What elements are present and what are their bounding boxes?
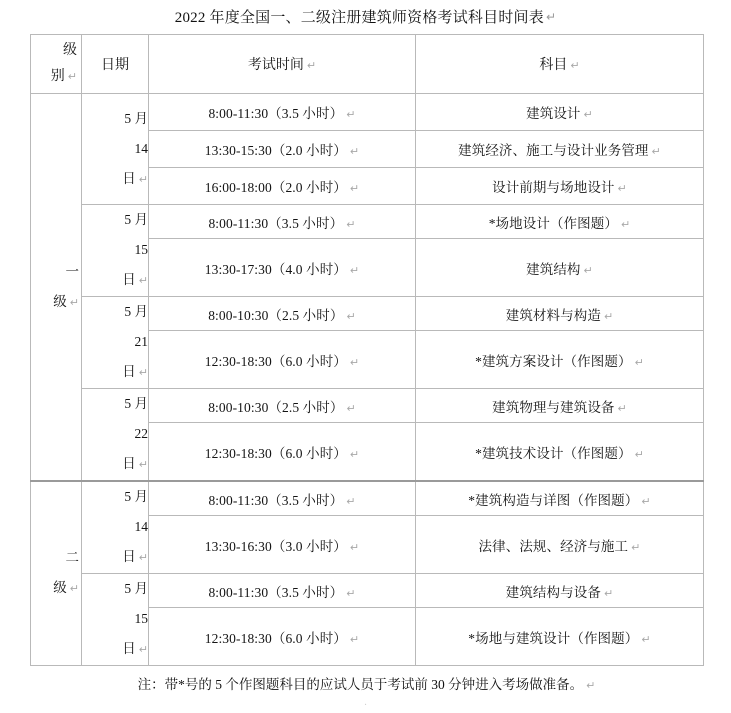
paragraph-mark-icon: ↵ bbox=[346, 586, 356, 600]
paragraph-mark-icon: ↵ bbox=[349, 447, 360, 461]
exam-time-cell: 8:00-10:30（2.5 小时） ↵ bbox=[149, 389, 416, 423]
exam-subject-cell: *建筑方案设计（作图题） ↵ bbox=[416, 331, 704, 389]
exam-subject-cell: 建筑设计 ↵ bbox=[416, 94, 704, 131]
paragraph-mark-icon: ↵ bbox=[583, 263, 593, 277]
paragraph-mark-icon: ↵ bbox=[349, 263, 360, 277]
paragraph-mark-icon: ↵ bbox=[631, 540, 641, 554]
paragraph-mark-icon: ↵ bbox=[346, 108, 356, 121]
exam-time-cell: 13:30-17:30（4.0 小时） ↵ bbox=[149, 239, 416, 297]
exam-time-cell: 8:00-10:30（2.5 小时） ↵ bbox=[149, 297, 416, 331]
level-cell-grade1: 一 级 ↵ bbox=[31, 94, 82, 482]
paragraph-mark-icon: ↵ bbox=[586, 679, 596, 692]
paragraph-mark-icon: ↵ bbox=[138, 458, 148, 471]
paragraph-mark-icon: ↵ bbox=[641, 632, 651, 646]
date-cell: 5 月 14 日 ↵ bbox=[82, 481, 149, 574]
exam-subject-cell: 建筑材料与构造 ↵ bbox=[416, 297, 704, 331]
paragraph-mark-icon: ↵ bbox=[346, 217, 356, 231]
table-row bbox=[31, 481, 704, 516]
exam-subject-cell: 建筑经济、施工与设计业务管理 ↵ bbox=[416, 131, 704, 168]
table-row bbox=[31, 389, 704, 423]
exam-subject-cell: 法律、法规、经济与施工 ↵ bbox=[416, 516, 704, 574]
exam-subject-cell: *场地与建筑设计（作图题） ↵ bbox=[416, 608, 704, 666]
paragraph-mark-icon: ↵ bbox=[138, 643, 148, 656]
exam-subject-cell: 建筑结构 ↵ bbox=[416, 239, 704, 297]
paragraph-mark-icon: ↵ bbox=[603, 309, 614, 323]
paragraph-mark-icon: ↵ bbox=[138, 172, 148, 186]
exam-time-cell: 13:30-16:30（3.0 小时） ↵ bbox=[149, 516, 416, 574]
date-cell: 5 月 15 日 ↵ bbox=[82, 205, 149, 297]
paragraph-mark-icon: ↵ bbox=[583, 108, 593, 121]
column-header-level-line1: 级 bbox=[63, 43, 77, 58]
paragraph-mark-icon: ↵ bbox=[349, 145, 360, 158]
exam-time-cell: 12:30-18:30（6.0 小时） ↵ bbox=[149, 331, 416, 389]
paragraph-mark-icon: ↵ bbox=[138, 551, 148, 564]
exam-time-cell: 12:30-18:30（6.0 小时） ↵ bbox=[149, 608, 416, 666]
exam-schedule-table bbox=[30, 34, 704, 666]
date-cell: 5 月 14 日 ↵ bbox=[82, 94, 149, 205]
table-row bbox=[31, 297, 704, 331]
exam-time-cell: 8:00-11:30（3.5 小时） ↵ bbox=[149, 205, 416, 239]
paragraph-mark-icon: ↵ bbox=[641, 494, 651, 508]
column-header-time: 考试时间 ↵ bbox=[149, 35, 416, 94]
exam-time-cell: 12:30-18:30（6.0 小时） ↵ bbox=[149, 423, 416, 481]
table-row bbox=[31, 205, 704, 239]
paragraph-mark-icon: ↵ bbox=[349, 355, 360, 369]
footnote bbox=[30, 666, 703, 699]
table-row bbox=[31, 574, 704, 608]
paragraph-mark-icon: ↵ bbox=[349, 632, 360, 646]
table-row bbox=[31, 94, 704, 131]
paragraph-mark-icon: ↵ bbox=[69, 582, 79, 595]
exam-time-cell: 8:00-11:30（3.5 小时） ↵ bbox=[149, 574, 416, 608]
exam-subject-cell: 设计前期与场地设计 ↵ bbox=[416, 168, 704, 205]
paragraph-mark-icon: ↵ bbox=[651, 145, 661, 158]
exam-time-cell: 8:00-11:30（3.5 小时） ↵ bbox=[149, 94, 416, 131]
exam-subject-cell: 建筑结构与设备 ↵ bbox=[416, 574, 704, 608]
exam-time-cell: 13:30-15:30（2.0 小时） ↵ bbox=[149, 131, 416, 168]
page-title bbox=[0, 0, 731, 32]
table-header-row bbox=[31, 35, 704, 94]
column-header-level-line2: 别 bbox=[50, 69, 65, 84]
date-cell: 5 月 21 日 ↵ bbox=[82, 297, 149, 389]
paragraph-mark-icon: ↵ bbox=[67, 70, 77, 83]
paragraph-mark-icon: ↵ bbox=[346, 494, 356, 508]
paragraph-mark-icon: ↵ bbox=[603, 586, 614, 600]
level-cell-grade2: 二 级 ↵ bbox=[31, 481, 82, 666]
date-cell: 5 月 15 日 ↵ bbox=[82, 574, 149, 666]
paragraph-mark-icon: ↵ bbox=[634, 355, 644, 369]
exam-time-cell: 16:00-18:00（2.0 小时） ↵ bbox=[149, 168, 416, 205]
exam-subject-cell: *建筑技术设计（作图题） ↵ bbox=[416, 423, 704, 481]
paragraph-mark-icon: ↵ bbox=[349, 182, 360, 195]
paragraph-mark-icon: ↵ bbox=[634, 447, 644, 461]
paragraph-mark-icon: ↵ bbox=[545, 10, 557, 24]
paragraph-mark-icon: ↵ bbox=[349, 540, 360, 554]
paragraph-mark-icon: ↵ bbox=[69, 295, 79, 309]
paragraph-mark-icon: ↵ bbox=[306, 59, 317, 72]
paragraph-mark-icon: ↵ bbox=[617, 401, 627, 415]
paragraph-mark-icon: ↵ bbox=[346, 309, 356, 323]
column-header-date: 日期 bbox=[82, 35, 149, 94]
paragraph-mark-icon: ↵ bbox=[346, 401, 356, 415]
column-header-subject: 科目 ↵ bbox=[416, 35, 704, 94]
page-title-text: 2022 年度全国一、二级注册建筑师资格考试科目时间表 bbox=[174, 10, 544, 26]
paragraph-mark-icon: ↵ bbox=[138, 366, 148, 379]
paragraph-mark-icon: ↵ bbox=[570, 59, 580, 72]
paragraph-mark-icon: ↵ bbox=[138, 274, 148, 287]
footnote-text: 注：带*号的 5 个作图题科目的应试人员于考试前 30 分钟进入考场做准备。 bbox=[137, 677, 584, 692]
paragraph-mark-icon: ↵ bbox=[617, 182, 627, 195]
paragraph-mark-icon: ↵ bbox=[620, 217, 631, 231]
exam-subject-cell: 建筑物理与建筑设备 ↵ bbox=[416, 389, 704, 423]
date-cell: 5 月 22 日 ↵ bbox=[82, 389, 149, 482]
page-bottom-marker: · bbox=[363, 700, 368, 711]
column-header-level bbox=[31, 35, 82, 94]
exam-subject-cell: *场地设计（作图题） ↵ bbox=[416, 205, 704, 239]
exam-subject-cell: *建筑构造与详图（作图题） ↵ bbox=[416, 481, 704, 516]
exam-time-cell: 8:00-11:30（3.5 小时） ↵ bbox=[149, 481, 416, 516]
